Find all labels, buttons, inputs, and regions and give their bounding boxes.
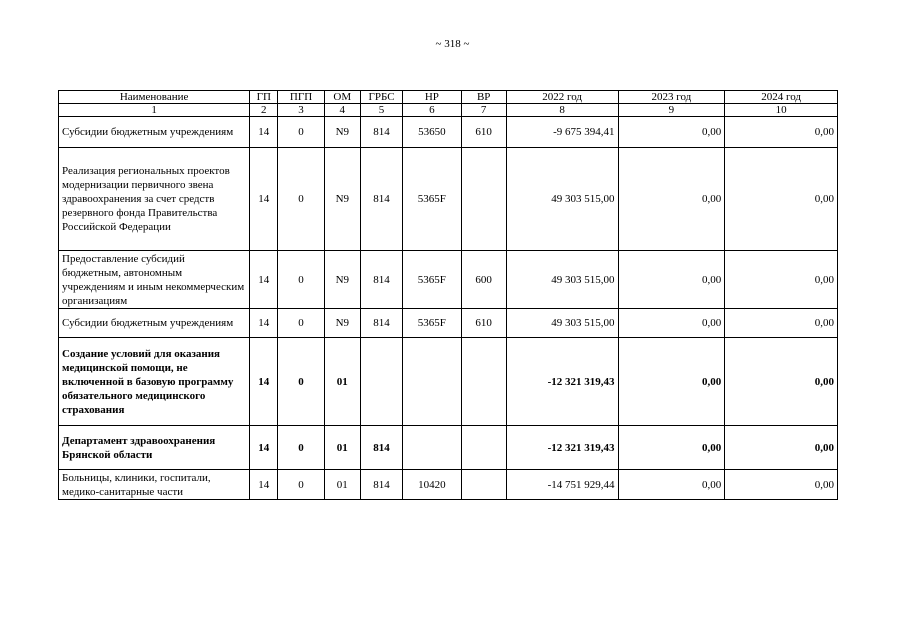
column-number-row [59, 104, 838, 117]
row-name: Больницы, клиники, госпитали, медико-санитарные части [59, 470, 250, 500]
row-name: Создание условий для оказания медицинской помощи, не включенной в базовую программу обязательного медицинского страхования [59, 338, 250, 426]
row-vr [461, 148, 506, 251]
column-number: 2 [250, 104, 278, 117]
row-vr: 610 [461, 117, 506, 148]
row-pgp: 0 [278, 251, 324, 309]
row-om: 01 [324, 338, 360, 426]
row-name: Предоставление субсидий бюджетным, автономным учреждениям и иным некоммерческим организациям [59, 251, 250, 309]
row-amount-2023: 0,00 [618, 148, 725, 251]
row-grbs [360, 338, 402, 426]
column-number: 8 [506, 104, 618, 117]
row-nr: 5365F [403, 148, 461, 251]
row-amount-2024: 0,00 [725, 309, 838, 338]
row-pgp: 0 [278, 470, 324, 500]
row-amount-2023: 0,00 [618, 338, 725, 426]
row-amount-2022: -14 751 929,44 [506, 470, 618, 500]
table-row [59, 148, 838, 251]
row-vr: 610 [461, 309, 506, 338]
row-pgp: 0 [278, 309, 324, 338]
row-grbs: 814 [360, 309, 402, 338]
column-number: 9 [618, 104, 725, 117]
table-row [59, 470, 838, 500]
table-row [59, 251, 838, 309]
row-vr [461, 426, 506, 470]
row-grbs: 814 [360, 117, 402, 148]
column-number: 6 [403, 104, 461, 117]
header-vr: ВР [461, 91, 506, 104]
row-amount-2024: 0,00 [725, 251, 838, 309]
row-amount-2022: 49 303 515,00 [506, 251, 618, 309]
row-amount-2022: -12 321 319,43 [506, 338, 618, 426]
row-amount-2024: 0,00 [725, 470, 838, 500]
row-name: Субсидии бюджетным учреждениям [59, 309, 250, 338]
row-name: Департамент здравоохранения Брянской области [59, 426, 250, 470]
row-pgp: 0 [278, 117, 324, 148]
row-amount-2022: 49 303 515,00 [506, 309, 618, 338]
row-grbs: 814 [360, 251, 402, 309]
row-nr [403, 426, 461, 470]
row-amount-2023: 0,00 [618, 309, 725, 338]
row-gp: 14 [250, 338, 278, 426]
column-number: 7 [461, 104, 506, 117]
row-amount-2023: 0,00 [618, 470, 725, 500]
row-amount-2022: -9 675 394,41 [506, 117, 618, 148]
header-2023: 2023 год [618, 91, 725, 104]
row-name: Субсидии бюджетным учреждениям [59, 117, 250, 148]
row-amount-2023: 0,00 [618, 117, 725, 148]
row-vr [461, 470, 506, 500]
row-nr: 5365F [403, 309, 461, 338]
table-row [59, 117, 838, 148]
page-number: ~ 318 ~ [435, 38, 470, 50]
row-grbs: 814 [360, 470, 402, 500]
row-om: N9 [324, 117, 360, 148]
row-nr: 53650 [403, 117, 461, 148]
header-om: ОМ [324, 91, 360, 104]
header-gp: ГП [250, 91, 278, 104]
row-amount-2024: 0,00 [725, 426, 838, 470]
header-name: Наименование [59, 91, 250, 104]
row-pgp: 0 [278, 338, 324, 426]
row-nr: 5365F [403, 251, 461, 309]
row-nr [403, 338, 461, 426]
column-number: 10 [725, 104, 838, 117]
header-2024: 2024 год [725, 91, 838, 104]
row-nr: 10420 [403, 470, 461, 500]
row-gp: 14 [250, 426, 278, 470]
row-om: 01 [324, 426, 360, 470]
column-number: 1 [59, 104, 250, 117]
row-amount-2024: 0,00 [725, 338, 838, 426]
row-amount-2024: 0,00 [725, 117, 838, 148]
row-gp: 14 [250, 470, 278, 500]
row-om: N9 [324, 251, 360, 309]
row-gp: 14 [250, 148, 278, 251]
row-om: N9 [324, 148, 360, 251]
row-amount-2022: -12 321 319,43 [506, 426, 618, 470]
row-amount-2024: 0,00 [725, 148, 838, 251]
row-pgp: 0 [278, 148, 324, 251]
row-om: 01 [324, 470, 360, 500]
table-header-row [59, 91, 838, 104]
budget-table [58, 90, 838, 500]
row-amount-2022: 49 303 515,00 [506, 148, 618, 251]
row-gp: 14 [250, 117, 278, 148]
row-gp: 14 [250, 251, 278, 309]
row-amount-2023: 0,00 [618, 426, 725, 470]
row-grbs: 814 [360, 426, 402, 470]
column-number: 3 [278, 104, 324, 117]
column-number: 5 [360, 104, 402, 117]
header-2022: 2022 год [506, 91, 618, 104]
row-vr: 600 [461, 251, 506, 309]
header-grbs: ГРБС [360, 91, 402, 104]
row-vr [461, 338, 506, 426]
row-grbs: 814 [360, 148, 402, 251]
row-amount-2023: 0,00 [618, 251, 725, 309]
row-name: Реализация региональных проектов модернизации первичного звена здравоохранения за счет средств резервного фонда Правительства Российской Федерации [59, 148, 250, 251]
column-number: 4 [324, 104, 360, 117]
row-pgp: 0 [278, 426, 324, 470]
header-nr: НР [403, 91, 461, 104]
row-om: N9 [324, 309, 360, 338]
table-row [59, 426, 838, 470]
table-row [59, 338, 838, 426]
header-pgp: ПГП [278, 91, 324, 104]
row-gp: 14 [250, 309, 278, 338]
table-row [59, 309, 838, 338]
